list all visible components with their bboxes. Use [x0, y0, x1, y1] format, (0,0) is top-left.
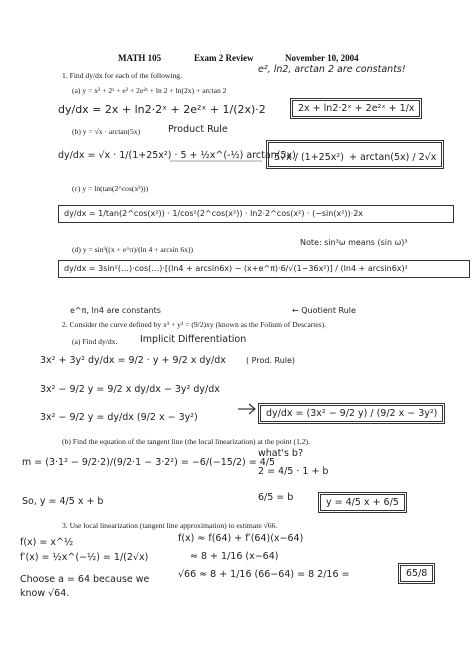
q2b-line: So, y = 4/5 x + b	[22, 496, 104, 507]
q3-choose: Choose a = 64 because we know √64.	[20, 574, 150, 599]
q1b-given: (b) y = √x · arctan(5x)	[72, 127, 141, 136]
q3-answer: 65/8	[398, 563, 435, 584]
q1-prompt: 1. Find dy/dx for each of the following.	[62, 71, 183, 80]
q2a-method: Implicit Differentiation	[140, 334, 247, 345]
q1c-work: dy/dx = 1/tan(2^cos(x²)) · 1/cos²(2^cos(x²)) · ln2·2^cos(x²) · (−sin(x²))·2x	[58, 205, 454, 223]
q1b-work: dy/dx = √x · 1/(1+25x²) · 5 + ½x^(-½) arctan(5x)	[58, 150, 296, 161]
quotient-rule-note: ← Quotient Rule	[292, 306, 356, 315]
page-title: Exam 2 Review	[194, 53, 254, 63]
q2a-line3: 3x² − 9/2 y = dy/dx (9/2 x − 3y²)	[40, 412, 198, 423]
q3-l1: f(x) ≈ f(64) + f′(64)(x−64)	[178, 533, 304, 544]
q1d-note: Note: sin³ω means (sin ω)³	[300, 238, 408, 247]
q3-fp: f′(x) = ½x^(−½) = 1/(2√x)	[20, 552, 149, 563]
constants-note: e², ln2, arctan 2 are constants!	[258, 64, 406, 75]
q3-f: f(x) = x^½	[20, 537, 74, 548]
q2b-answer: y = 4/5 x + 6/5	[318, 492, 407, 513]
q1b-answer-left: 5√x / (1+25x²)	[274, 152, 344, 163]
q1d-work: dy/dx = 3sin²(…)·cos(…)·[(ln4 + arcsin6x) − (x+e^π)·6/√(1−36x²)] / (ln4 + arcsin6x)²	[58, 260, 470, 278]
date-label: November 10, 2004	[285, 53, 359, 63]
q2b-given: (b) Find the equation of the tangent line (the local linearization) at the point (1,2).	[62, 437, 310, 446]
q1b-answer-box: 5√x / (1+25x²) + arctan(5x) / 2√x	[266, 140, 444, 169]
q1a-answer: 2x + ln2·2ˣ + 2e²ˣ + 1/x	[290, 98, 422, 119]
q2a-answer: dy/dx = (3x² − 9/2 y) / (9/2 x − 3y²)	[258, 403, 445, 424]
q1b-rule: Product Rule	[168, 124, 228, 135]
q2a-given: (a) Find dy/dx.	[72, 337, 118, 346]
q2b-eq2: 6/5 = b	[258, 492, 294, 503]
q3-prompt: 3. Use local linearization (tangent line approximation) to estimate √66.	[62, 521, 278, 530]
q2-prompt: 2. Consider the curve defined by x³ + y³ = (9/2)xy (known as the Folium of Descartes).	[62, 320, 327, 329]
q1a-work: dy/dx = 2x + ln2·2ˣ + 2e²ˣ + 1/(2x)·2	[58, 103, 266, 116]
q1a-given: (a) y = x² + 2ˣ + e² + 2e²ˣ + ln 2 + ln(2x) + arctan 2	[72, 86, 227, 95]
q2a-line1: 3x² + 3y² dy/dx = 9/2 · y + 9/2 x dy/dx	[40, 355, 226, 366]
q1b-answer-right: arctan(5x) / 2√x	[359, 152, 437, 163]
q2a-line2: 3x² − 9/2 y = 9/2 x dy/dx − 3y² dy/dx	[40, 384, 220, 395]
q2b-slope: m = (3·1² − 9/2·2)/(9/2·1 − 3·2²) = −6/(−15/2) = 4/5	[22, 457, 276, 468]
q3-l3: √66 ≈ 8 + 1/16 (66−64) = 8 2/16 =	[178, 569, 350, 580]
q1c-given: (c) y = ln(tan(2^cos(x²)))	[72, 184, 149, 193]
q2b-whats-b: what's b?	[258, 448, 303, 459]
prod-rule-note: ( Prod. Rule)	[246, 356, 296, 365]
q3-l2: ≈ 8 + 1/16 (x−64)	[190, 551, 279, 562]
course-label: MATH 105	[118, 53, 162, 63]
q1d-given: (d) y = sin³((x + e^π)/(ln 4 + arcsin 6x))	[72, 245, 193, 254]
q2b-eq1: 2 = 4/5 · 1 + b	[258, 466, 329, 477]
q1d-constants-note: e^π, ln4 are constants	[70, 306, 161, 315]
